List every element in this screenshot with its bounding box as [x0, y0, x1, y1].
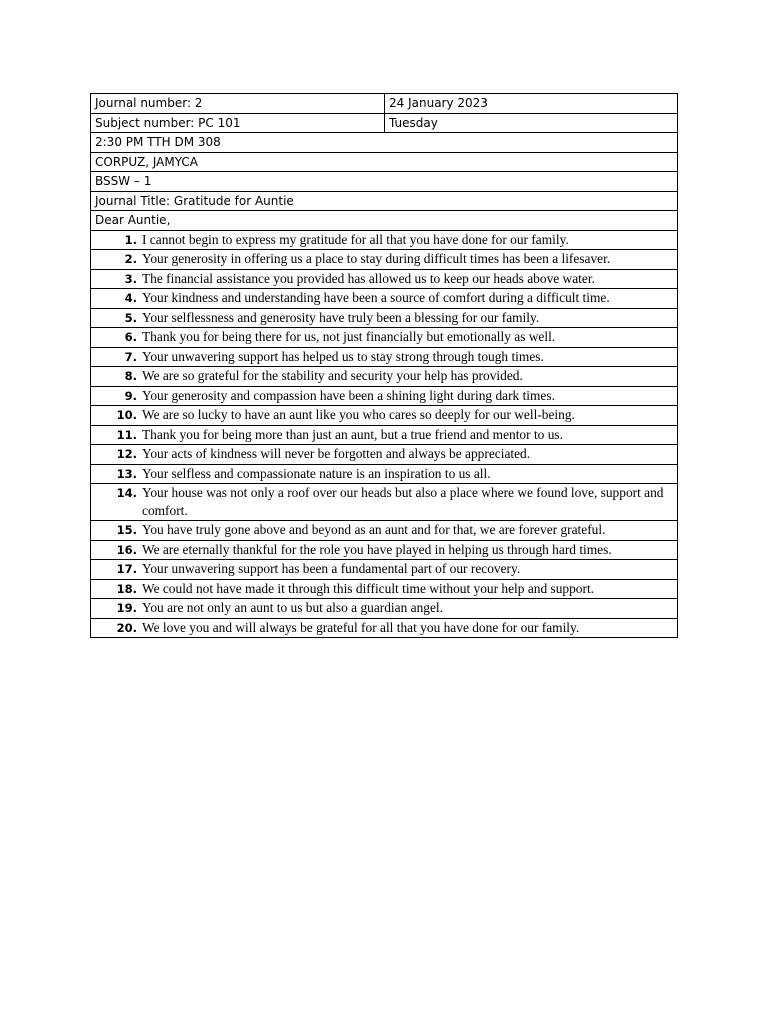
list-item-text: The financial assistance you provided has allowed us to keep our heads above water.: [142, 270, 595, 286]
list-item-content: [91, 445, 673, 463]
list-item: [91, 250, 678, 270]
list-item: [91, 230, 678, 250]
journal-title-cell: Journal Title: Gratitude for Auntie: [91, 191, 678, 211]
header-row-subject: [91, 113, 678, 133]
list-item-cell: [91, 521, 678, 541]
list-item-number: 20.: [116, 620, 137, 635]
list-item-cell: [91, 230, 678, 250]
list-item-text: Your unwavering support has helped us to stay strong through tough times.: [142, 348, 544, 364]
journal-number-cell: Journal number: 2: [91, 94, 385, 114]
list-item-number: 15.: [116, 523, 137, 537]
list-item-number: 10.: [116, 408, 137, 422]
list-item-cell: [91, 579, 678, 599]
student-name-cell: CORPUZ, JAMYCA: [91, 152, 678, 172]
list-item: [91, 425, 678, 445]
list-item-cell: [91, 618, 678, 638]
list-item-content: [91, 541, 673, 559]
list-item-cell: [91, 425, 678, 445]
list-item-text: Thank you for being more than just an aunt, but a true friend and mentor to us.: [142, 426, 563, 442]
list-item-content: [91, 367, 673, 385]
list-item-cell: [91, 328, 678, 348]
list-item-text: Your generosity in offering us a place to stay during difficult times has been a lifesaver.: [142, 251, 611, 266]
list-item-cell: [91, 386, 678, 406]
list-item: [91, 618, 678, 638]
list-item-content: [91, 484, 673, 520]
list-item-text: We are so grateful for the stability and security your help has provided.: [142, 368, 523, 383]
list-item-cell: [91, 540, 678, 560]
list-item: [91, 406, 678, 426]
list-item-number: 12.: [116, 447, 137, 461]
list-item-text: You are not only an aunt to us but also a guardian angel.: [142, 600, 443, 615]
list-item-text: We love you and will always be grateful for all that you have done for our family.: [142, 619, 580, 635]
list-item: [91, 289, 678, 309]
list-item-number: 4.: [124, 291, 137, 305]
list-item-text: We could not have made it through this difficult time without your help and support.: [142, 580, 595, 596]
list-item: [91, 386, 678, 406]
list-item-cell: [91, 406, 678, 426]
header-row-name: [91, 152, 678, 172]
list-item-number: 17.: [116, 562, 137, 576]
header-row-program: [91, 172, 678, 192]
header-row-salutation: [91, 211, 678, 231]
list-item-content: [91, 289, 673, 307]
list-item-number: 19.: [116, 601, 137, 615]
list-item: [91, 328, 678, 348]
list-item: [91, 308, 678, 328]
list-item-text: Your unwavering support has been a fundamental part of our recovery.: [142, 561, 521, 576]
list-item-number: 14.: [116, 486, 137, 500]
list-item-text: We are so lucky to have an aunt like you who cares so deeply for our well-being.: [142, 407, 575, 422]
program-cell: BSSW – 1: [91, 172, 678, 192]
list-item-number: 18.: [116, 581, 137, 596]
list-item-cell: [91, 250, 678, 270]
list-item-number: 16.: [116, 542, 137, 557]
date-cell: 24 January 2023: [385, 94, 678, 114]
salutation-cell: Dear Auntie,: [91, 211, 678, 231]
list-item-content: [91, 387, 673, 405]
list-item-text: Your kindness and understanding have been a source of comfort during a difficult time.: [142, 290, 610, 305]
schedule-cell: 2:30 PM TTH DM 308: [91, 133, 678, 153]
list-item-cell: [91, 445, 678, 465]
list-item-text: Your generosity and compassion have been a shining light during dark times.: [142, 387, 555, 403]
header-row-journal: [91, 94, 678, 114]
list-item-content: [91, 328, 673, 346]
header-row-title: [91, 191, 678, 211]
list-item-content: [91, 521, 673, 539]
list-item: [91, 484, 678, 521]
list-item-content: [91, 348, 673, 366]
list-item: [91, 269, 678, 289]
list-item-number: 7.: [124, 349, 137, 364]
subject-number-cell: Subject number: PC 101: [91, 113, 385, 133]
list-item: [91, 579, 678, 599]
list-item-text: Your house was not only a roof over our heads but also a place where we found love, support and comfort.: [142, 485, 664, 518]
list-item-number: 2.: [124, 252, 137, 266]
list-item-number: 8.: [124, 369, 137, 383]
list-item-number: 1.: [124, 232, 137, 247]
list-item-number: 13.: [116, 466, 137, 481]
list-item-text: Thank you for being there for us, not just financially but emotionally as well.: [142, 329, 556, 344]
list-item-cell: [91, 599, 678, 619]
journal-table: [90, 93, 678, 638]
list-item-cell: [91, 289, 678, 309]
list-item-text: Your acts of kindness will never be forgotten and always be appreciated.: [142, 446, 531, 461]
list-item-text: You have truly gone above and beyond as an aunt and for that, we are forever grateful.: [142, 522, 606, 537]
list-item-number: 6.: [124, 330, 137, 344]
list-item-text: We are eternally thankful for the role you have played in helping us through hard times.: [142, 541, 612, 557]
list-item-content: [91, 599, 673, 617]
list-item: [91, 521, 678, 541]
list-item-content: [91, 270, 673, 288]
list-item-cell: [91, 308, 678, 328]
list-item-content: [91, 231, 673, 249]
list-item: [91, 464, 678, 484]
list-item-text: Your selfless and compassionate nature is an inspiration to us all.: [142, 465, 491, 481]
list-item-text: I cannot begin to express my gratitude for all that you have done for our family.: [142, 231, 569, 247]
list-item-content: [91, 465, 673, 483]
list-item-content: [91, 619, 673, 637]
header-row-schedule: [91, 133, 678, 153]
list-item-cell: [91, 347, 678, 367]
list-item-number: 9.: [124, 388, 137, 403]
list-item-content: [91, 406, 673, 424]
day-cell: Tuesday: [385, 113, 678, 133]
list-item-cell: [91, 484, 678, 521]
list-item-content: [91, 580, 673, 598]
list-item-number: 3.: [124, 271, 137, 286]
list-item: [91, 347, 678, 367]
list-item-content: [91, 560, 673, 578]
list-item: [91, 367, 678, 387]
list-item: [91, 560, 678, 580]
list-item-cell: [91, 560, 678, 580]
list-item-content: [91, 426, 673, 444]
list-item-cell: [91, 269, 678, 289]
journal-table-body: [91, 94, 678, 638]
list-item: [91, 599, 678, 619]
list-item-cell: [91, 464, 678, 484]
list-item-cell: [91, 367, 678, 387]
list-item-content: [91, 309, 673, 327]
list-item: [91, 445, 678, 465]
list-item: [91, 540, 678, 560]
list-item-number: 5.: [124, 310, 137, 325]
list-item-text: Your selflessness and generosity have truly been a blessing for our family.: [142, 309, 540, 325]
list-item-number: 11.: [116, 427, 137, 442]
list-item-content: [91, 250, 673, 268]
